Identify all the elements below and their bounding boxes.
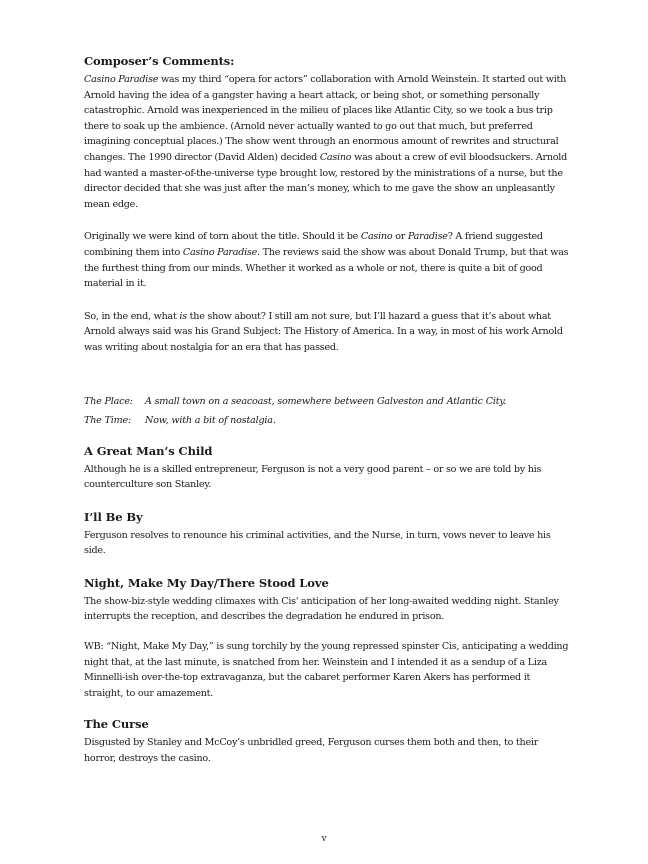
setting-place: The Place: A small town on a seacoast, somewhere between Galveston and Atlantic City. bbox=[84, 395, 507, 407]
setting-time: The Time: Now, with a bit of nostalgia. bbox=[84, 414, 276, 426]
section-heading-the-curse: The Curse bbox=[84, 717, 149, 732]
section-1-paragraph: Although he is a skilled entrepreneur, Ferguson is not a very good parent – or so we are told by his counterculture son Stanley. bbox=[84, 463, 542, 491]
section-heading-night-make-my-day: Night, Make My Day/There Stood Love bbox=[84, 575, 329, 590]
section-heading-ill-be-by: I’ll Be By bbox=[84, 509, 143, 524]
comments-paragraph-1: Casino Paradise was my third “opera for actors” collaboration with Arnold Weinstein. It started out with Arnold having the idea of a gangster having a heart attack, or being shot, or something personally catastrophic. Arnold was inexperienced in the milieu of places like Atlantic City, so we took a bus trip there to soak up the ambience. (Arnold never actually wanted to go out that much, but preferred imagining conceptual places.) The show went through an enormous amount of rewrites and structural changes. The 1990 director (David Alden) decided Casino was about a crew of evil bloodsuckers. Arnold had wanted a master-of-the-universe type brought low, restored by the ministrations of a nurse, but the director decided that she was just after the man’s money, which to me gave the show an unpleasantly mean edge. bbox=[84, 74, 568, 210]
composers-comments-heading: Composer’s Comments: bbox=[84, 54, 235, 68]
section-3-paragraph-1: The show-biz-style wedding climaxes with Cis' anticipation of her long-awaited wedding night. Stanley interrupts the reception, and describes the degradation he endured in prison. bbox=[84, 595, 559, 623]
comments-paragraph-3: So, in the end, what is the show about? I still am not sure, but I’ll hazard a guess that it’s about what Arnold always said was his Grand Subject: The History of America. In a way, in most of his work Arnold was writing about nostalgia for an era that has passed. bbox=[84, 310, 563, 353]
page-number: v bbox=[321, 834, 327, 844]
section-2-paragraph: Ferguson resolves to renounce his criminal activities, and the Nurse, in turn, vows never to leave his side. bbox=[84, 529, 551, 557]
section-3-paragraph-2: WB: “Night, Make My Day,” is sung torchily by the young repressed spinster Cis, anticipating a wedding night that, at the last minute, is snatched from her. Weinstein and I intended it as a sendup of a Liza Minnelli-ish over-the-top extravaganza, but the cabaret performer Karen Akers has performed it straight, to our amazement. bbox=[84, 641, 569, 699]
document-page bbox=[84, 54, 570, 767]
section-4-paragraph: Disgusted by Stanley and McCoy’s unbridled greed, Ferguson curses them both and then, to their horror, destroys the casino. bbox=[84, 737, 539, 765]
comments-paragraph-2: Originally we were kind of torn about the title. Should it be Casino or Paradise? A friend suggested combining them into Casino Paradise. The reviews said the show was about Donald Trump, but that was the furthest thing from our minds. Whether it worked as a whole or not, there is quite a bit of good material in it. bbox=[84, 231, 569, 290]
section-heading-a-great-mans-child: A Great Man’s Child bbox=[84, 443, 213, 458]
